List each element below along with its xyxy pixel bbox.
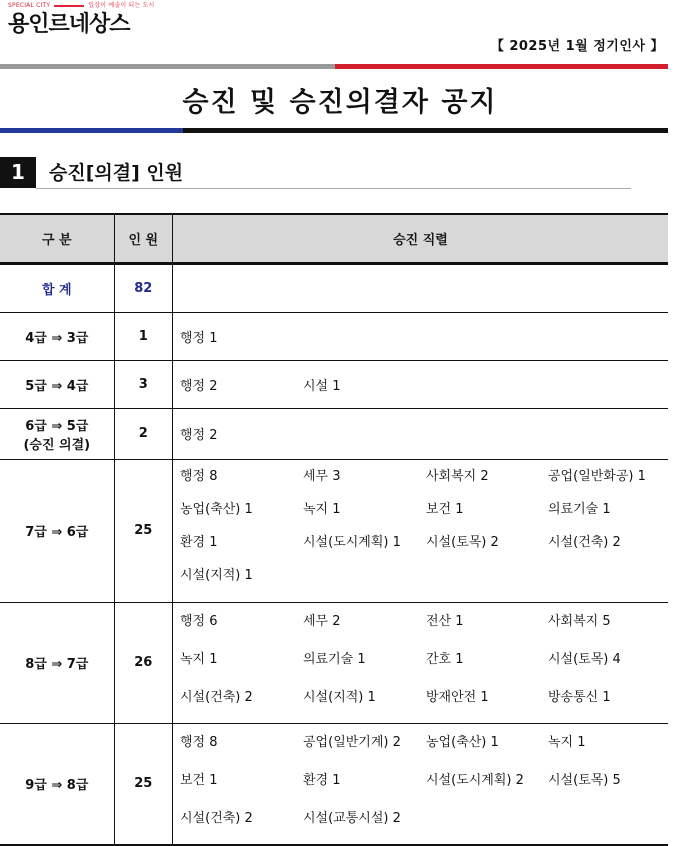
grade-cell: [0, 360, 114, 408]
positions-list: [180, 424, 668, 443]
grade-label: 7급 ⇒ 6급: [25, 525, 89, 540]
positions-cell: [173, 408, 669, 459]
divider-bottom-blue: [0, 128, 183, 133]
page-title: 승진 및 승진의결자 공지: [182, 87, 498, 118]
divider-top-red: [335, 64, 668, 69]
total-label: 합 계: [0, 263, 114, 312]
position-item: 농업(축산) 1: [180, 501, 253, 517]
grade-label: 8급 ⇒ 7급: [25, 657, 89, 672]
header-positions: 승진 직렬: [173, 214, 669, 263]
city-logo: [8, 0, 155, 38]
table-row: [0, 360, 668, 408]
grade-cell: [0, 723, 114, 845]
positions-list: [180, 609, 668, 723]
total-positions: [173, 263, 669, 312]
grade-label: 6급 ⇒ 5급: [25, 418, 89, 434]
position-item: 행정 1: [180, 330, 218, 346]
positions-cell: [173, 723, 669, 845]
table-row: [0, 459, 668, 602]
header-category: 구 분: [0, 214, 114, 263]
position-item: 세무 2: [303, 613, 341, 629]
grade-cell: [0, 312, 114, 360]
position-item: 사회복지 2: [426, 468, 489, 484]
position-item: 시설(토목) 2: [426, 534, 499, 550]
promotion-table: [0, 213, 668, 846]
position-item: 보건 1: [180, 772, 218, 788]
position-item: 행정 8: [180, 468, 218, 484]
count-cell: 1: [114, 312, 172, 360]
position-item: 농업(축산) 1: [426, 734, 499, 750]
grade-note: (승진 의결): [23, 437, 91, 453]
count-cell: 25: [114, 459, 172, 602]
position-item: 시설 1: [303, 378, 341, 394]
position-item: 세무 3: [303, 468, 341, 484]
position-item: 공업(일반기계) 2: [303, 734, 401, 750]
position-item: 방송통신 1: [548, 689, 611, 705]
section-title: 승진[의결] 인원: [49, 162, 184, 184]
position-item: 공업(일반화공) 1: [548, 468, 646, 484]
positions-list: [180, 465, 668, 597]
position-item: 행정 2: [180, 428, 218, 443]
table-row: [0, 602, 668, 723]
position-item: 의료기술 1: [303, 651, 366, 667]
position-item: 행정 8: [180, 734, 218, 750]
grade-cell: [0, 459, 114, 602]
position-item: 시설(건축) 2: [180, 689, 253, 705]
position-item: 시설(지적) 1: [303, 689, 376, 705]
position-item: 행정 2: [180, 378, 218, 394]
position-item: 시설(건축) 2: [548, 534, 621, 550]
position-item: 간호 1: [426, 651, 464, 667]
positions-cell: [173, 312, 669, 360]
position-item: 시설(토목) 5: [548, 772, 621, 788]
position-item: 녹지 1: [548, 734, 586, 750]
position-item: 방재안전 1: [426, 689, 489, 705]
grade-cell: [0, 408, 114, 459]
position-item: 전산 1: [426, 613, 464, 629]
position-item: 시설(건축) 2: [180, 810, 253, 826]
logo-tagline: SPECIAL CITY 일상이 예술이 되는 도시: [8, 2, 155, 9]
grade-label: 9급 ⇒ 8급: [25, 778, 89, 793]
position-item: 사회복지 5: [548, 613, 611, 629]
count-cell: 2: [114, 408, 172, 459]
position-item: 녹지 1: [180, 651, 218, 667]
position-item: 환경 1: [180, 534, 218, 550]
count-cell: 26: [114, 602, 172, 723]
grade-cell: [0, 602, 114, 723]
section-number: 1: [0, 157, 36, 188]
count-cell: 3: [114, 360, 172, 408]
grade-label: 5급 ⇒ 4급: [25, 378, 89, 394]
divider-top-gray: [0, 64, 335, 69]
grade-label: 4급 ⇒ 3급: [25, 330, 89, 346]
position-item: 시설(도시계획) 2: [426, 772, 524, 788]
table-row: [0, 312, 668, 360]
count-cell: 25: [114, 723, 172, 845]
table-row: [0, 723, 668, 845]
position-item: 시설(지적) 1: [180, 567, 253, 583]
total-count: 82: [114, 263, 172, 312]
position-item: 시설(교통시설) 2: [303, 810, 401, 826]
divider-bottom-black: [183, 128, 668, 133]
position-item: 환경 1: [303, 772, 341, 788]
positions-cell: [173, 602, 669, 723]
position-item: 녹지 1: [303, 501, 341, 517]
position-item: 시설(토목) 4: [548, 651, 621, 667]
announcement-label: 【 2025년 1월 정기인사 】: [490, 39, 664, 54]
total-row: [0, 263, 668, 312]
positions-list: [180, 375, 668, 394]
section-underline: [36, 188, 631, 189]
table-header-row: [0, 214, 668, 263]
position-item: 행정 6: [180, 613, 218, 629]
positions-cell: [173, 459, 669, 602]
positions-list: [180, 730, 668, 844]
positions-list: [180, 327, 668, 346]
position-item: 의료기술 1: [548, 501, 611, 517]
positions-cell: [173, 360, 669, 408]
table-row: [0, 408, 668, 459]
logo-wordmark: 용인르네상스: [8, 12, 130, 37]
position-item: 시설(도시계획) 1: [303, 534, 401, 550]
header-count: 인 원: [114, 214, 172, 263]
position-item: 보건 1: [426, 501, 464, 517]
